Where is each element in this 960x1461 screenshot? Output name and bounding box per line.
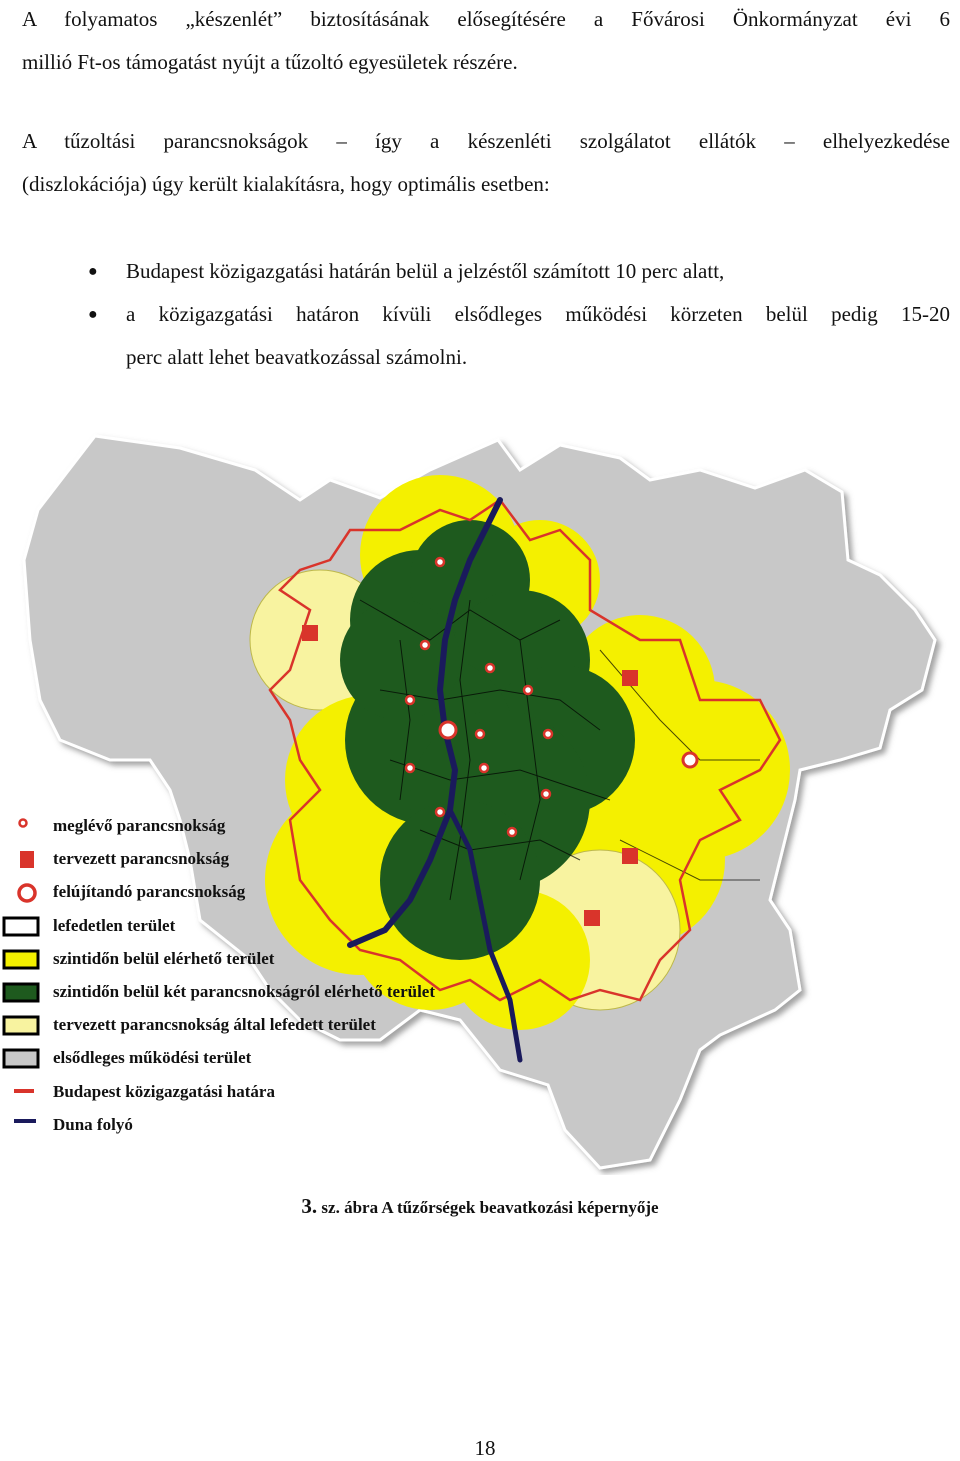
paragraph-dislocation — [22, 120, 950, 206]
legend-label: szintidőn belül két parancsnokságról elérhető terület — [53, 981, 436, 1001]
gray-box-icon — [0, 1044, 44, 1070]
legend-item — [0, 978, 520, 1011]
legend-label: tervezett parancsnokság — [53, 849, 230, 869]
figure-caption — [0, 1194, 960, 1219]
page-number: 18 — [474, 1436, 496, 1460]
legend-item — [0, 1044, 520, 1077]
legend-item — [0, 912, 520, 945]
legend-item — [0, 945, 520, 978]
paleyellow-box-icon — [0, 1011, 44, 1037]
legend-item — [0, 1078, 520, 1111]
red-line-icon — [0, 1078, 44, 1104]
legend-item — [0, 845, 520, 878]
paragraph-line: millió Ft-os támogatást nyújt a tűzoltó egyesületek részére. — [22, 50, 518, 74]
legend-item — [0, 1011, 520, 1044]
darkgreen-box-icon — [0, 978, 44, 1004]
bullet-text: perc alatt lehet beavatkozással számolni. — [126, 345, 468, 369]
paragraph-line: A tűzoltási parancsnokságok – így a készenléti szolgálatot ellátók – elhelyezkedése — [22, 129, 950, 153]
legend-label: szintidőn belül elérhető terület — [53, 948, 275, 968]
large-ring-icon — [0, 878, 44, 904]
bullet-list — [84, 250, 950, 379]
white-box-icon — [0, 912, 44, 938]
bullet-icon: ● — [88, 306, 98, 323]
bullet-item — [84, 293, 950, 379]
legend-label: Budapest közigazgatási határa — [53, 1081, 275, 1101]
red-square-icon — [0, 845, 44, 871]
bullet-icon: ● — [88, 263, 98, 280]
figure-number: 3. — [301, 1194, 318, 1218]
legend-label: tervezett parancsnokság által lefedett terület — [53, 1015, 376, 1035]
legend-item — [0, 1111, 520, 1144]
legend-label: meglévő parancsnokság — [53, 816, 226, 835]
small-ring-icon — [0, 812, 44, 838]
legend-label: Duna folyó — [53, 1114, 133, 1134]
bullet-text: Budapest közigazgatási határán belül a jelzéstől számított 10 perc alatt, — [126, 259, 725, 283]
paragraph-line: A folyamatos „készenlét” biztosításának elősegítésére a Fővárosi Önkormányzat évi 6 — [22, 7, 950, 31]
legend-label: lefedetlen terület — [53, 915, 176, 935]
navy-line-icon — [0, 1111, 44, 1137]
paragraph-funding — [22, 0, 950, 84]
legend-item — [0, 812, 520, 845]
legend-item — [0, 878, 520, 911]
bullet-item — [84, 250, 950, 293]
map-legend — [0, 812, 520, 1144]
figure-caption-text: sz. ábra A tűzőrségek beavatkozási képernyője — [321, 1198, 659, 1217]
yellow-box-icon — [0, 945, 44, 971]
bullet-text: a közigazgatási határon kívüli elsődleges működési körzeten belül pedig 15-20 — [126, 302, 950, 326]
paragraph-line: (diszlokációja) úgy került kialakításra, hogy optimális esetben: — [22, 172, 550, 196]
legend-label: elsődleges működési terület — [53, 1048, 252, 1068]
legend-label: felújítandó parancsnokság — [53, 882, 246, 902]
